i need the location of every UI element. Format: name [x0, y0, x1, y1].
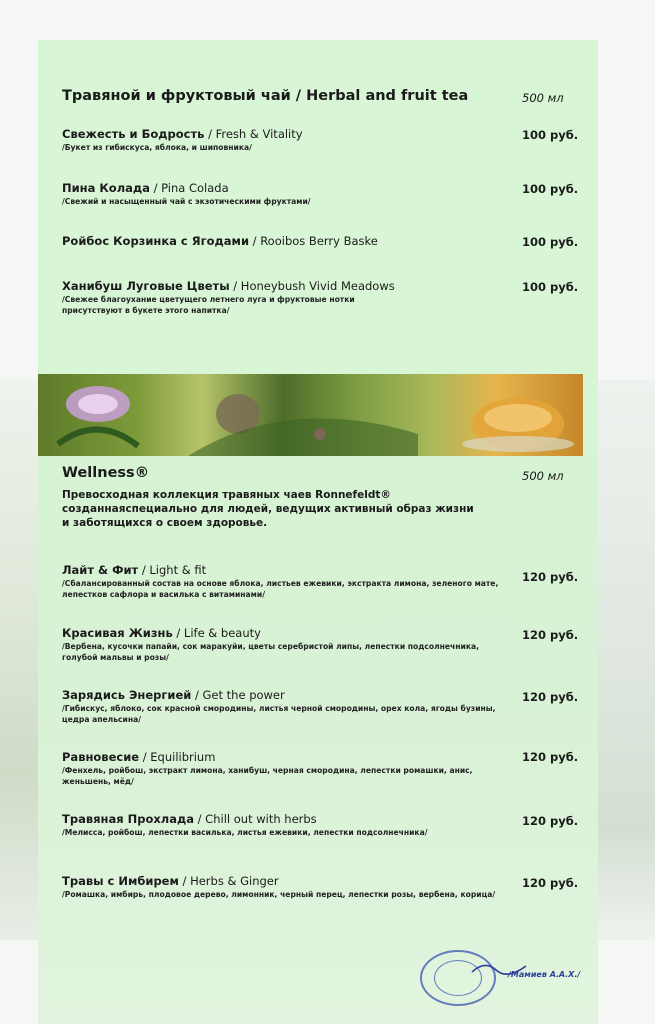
item-description: /Сбалансированный состав на основе яблока, листьев ежевики, экстракта лимона, зеленого мате, лепестков сафлора и василька с витаминами/	[62, 579, 499, 599]
section-title-herbal: Травяной и фруктовый чай / Herbal and fruit tea	[62, 88, 469, 104]
item-price: 100 руб.	[522, 235, 579, 249]
tea-banner-image	[38, 374, 583, 456]
menu-item	[62, 563, 512, 600]
item-price: 120 руб.	[522, 570, 579, 584]
item-description: /Вербена, кусочки папайи, сок маракуйи, цветы серебристой липы, лепестки подсолнечника, голубой мальвы и розы/	[62, 642, 479, 662]
menu-item	[62, 626, 512, 663]
background-right-decor	[595, 380, 655, 940]
menu-item	[62, 688, 512, 725]
item-price: 120 руб.	[522, 690, 579, 704]
item-description: /Свежий и насыщенный чай с экзотическими фруктами/	[62, 197, 311, 206]
item-price: 120 руб.	[522, 750, 579, 764]
item-description: /Свежее благоухание цветущего летнего луга и фруктовые нотки присутствуют в букете этого напитка/	[62, 295, 355, 315]
item-price: 100 руб.	[522, 182, 579, 196]
item-description: /Мелисса, ройбош, лепестки василька, листья ежевики, лепестки подсолнечника/	[62, 828, 428, 837]
item-name-en: / Light & fit	[138, 563, 207, 577]
item-name-en: / Rooibos Berry Baske	[249, 234, 378, 248]
signature-text: /Мамиев А.А.Х./	[508, 970, 581, 979]
menu-panel-lower	[38, 456, 598, 1024]
item-name-ru: Зарядись Энергией	[62, 688, 192, 702]
item-name-en: / Chill out with herbs	[194, 812, 317, 826]
item-name-en: / Pina Colada	[149, 181, 229, 195]
menu-item	[62, 812, 512, 838]
item-name-ru: Травы с Имбирем	[62, 874, 179, 888]
item-price: 120 руб.	[522, 628, 579, 642]
item-name-ru: Травяная Прохлада	[62, 812, 194, 826]
menu-item	[62, 874, 512, 900]
item-name-en: / Herbs & Ginger	[178, 874, 279, 888]
item-price: 100 руб.	[522, 280, 579, 294]
menu-item	[62, 279, 395, 316]
section-volume-herbal: 500 мл	[522, 91, 564, 105]
item-name-en: / Fresh & Vitality	[204, 127, 303, 141]
item-name-en: / Honeybush Vivid Meadows	[229, 279, 395, 293]
item-name-ru: Красивая Жизнь	[62, 626, 173, 640]
menu-item	[62, 181, 512, 207]
item-description: /Букет из гибискуса, яблока, и шиповника/	[62, 143, 252, 152]
item-price: 120 руб.	[522, 876, 579, 890]
item-name-ru: Лайт & Фит	[62, 563, 139, 577]
item-name-ru: Ханибуш Луговые Цветы	[62, 279, 230, 293]
item-name-ru: Свежесть и Бодрость	[62, 127, 205, 141]
item-description: /Фенхель, ройбош, экстракт лимона, ханибуш, черная смородина, лепестки ромашки, анис, женьшень, мёд/	[62, 766, 473, 786]
item-name-en: / Equilibrium	[139, 750, 216, 764]
item-name-ru: Равновесие	[62, 750, 140, 764]
item-name-ru: Ройбос Корзинка с Ягодами	[62, 234, 250, 248]
item-name-en: / Get the power	[191, 688, 285, 702]
item-price: 100 руб.	[522, 128, 579, 142]
item-name-ru: Пина Колада	[62, 181, 150, 195]
wellness-intro: Превосходная коллекция травяных чаев Ronnefeldt® созданнаяспециально для людей, ведущих активный образ жизни и заботящихся о своем здоровье.	[62, 489, 474, 529]
item-description: /Ромашка, имбирь, плодовое дерево, лимонник, черный перец, лепестки розы, вербена, корица/	[62, 890, 496, 899]
menu-item	[62, 127, 512, 153]
section-volume-wellness: 500 мл	[522, 469, 564, 483]
menu-item	[62, 234, 512, 249]
item-price: 120 руб.	[522, 814, 579, 828]
section-title-wellness: Wellness®	[62, 465, 150, 481]
item-description: /Гибискус, яблоко, сок красной смородины, листья черной смородины, орех кола, ягоды бузины, цедра апельсина/	[62, 704, 496, 724]
menu-item	[62, 750, 512, 787]
item-name-en: / Life & beauty	[172, 626, 261, 640]
